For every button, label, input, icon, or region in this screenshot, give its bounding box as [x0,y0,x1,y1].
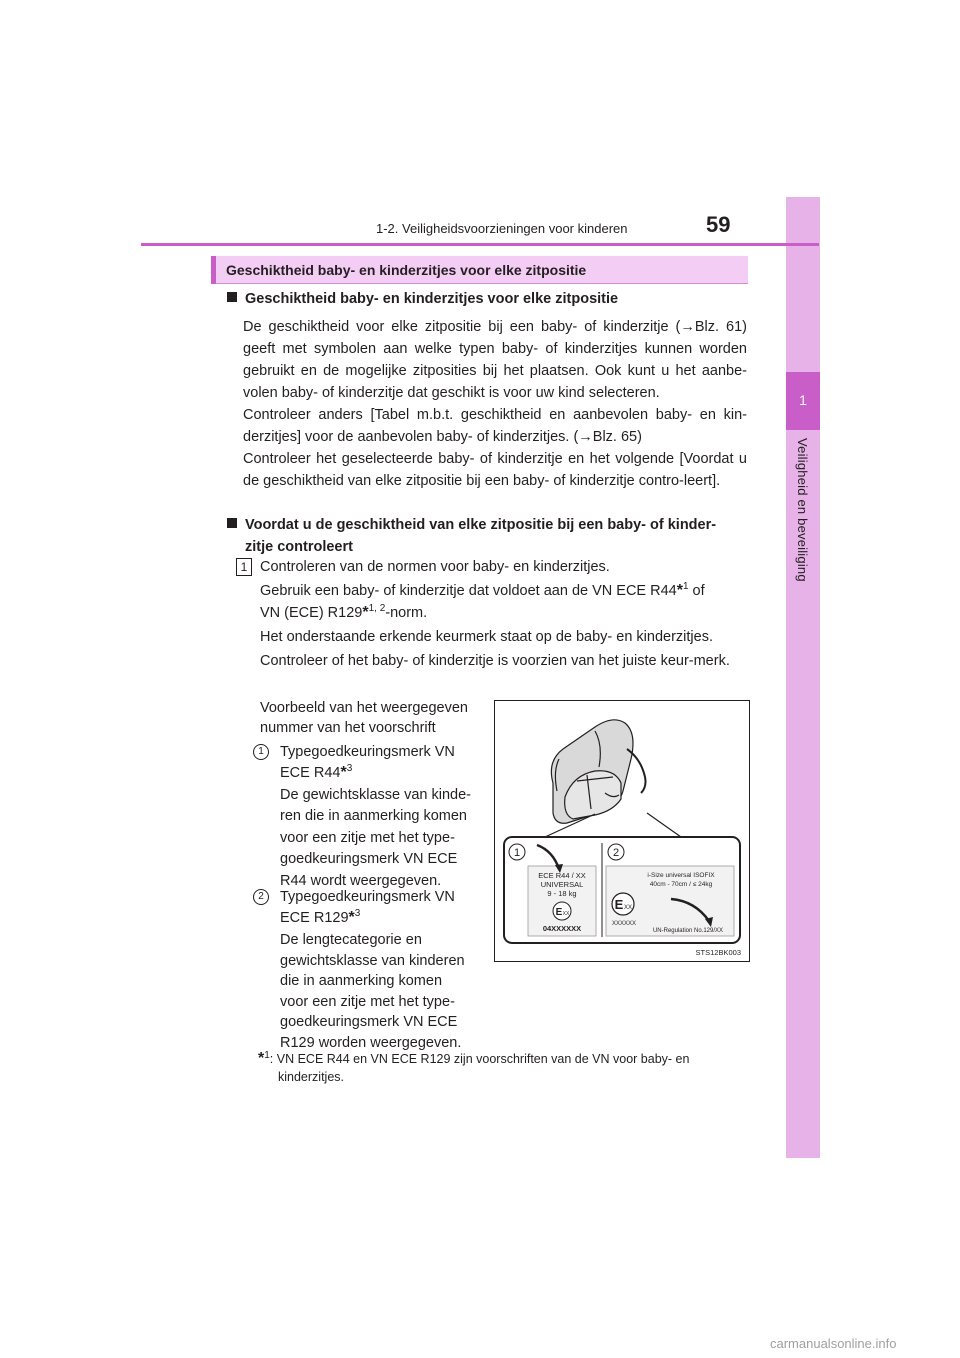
item1-description [280,785,490,892]
footnote-line-1 [258,1050,748,1068]
item1-desc-line: goedkeuringsmerk VN ECE [280,851,458,868]
item1-desc-line: ren die in aanmerking komen [280,808,467,825]
item1-footnote-ref: 3 [346,763,353,775]
step-p1-text-a: Gebruik een baby- of kinderzitje dat voldoet aan de VN ECE R44 [260,583,677,599]
section-banner-accent [211,256,216,284]
section2-heading-line1: Voordat u de geschiktheid van elke zitpositie bij een baby- of kinder- [245,517,717,533]
step-paragraph-1a [260,580,747,602]
figure-label-1: 1 [513,847,521,859]
item2-desc-line: R129 worden weergegeven. [280,1034,462,1051]
section-banner-title: Geschiktheid baby- en kinderzitjes voor elke zitpositie [226,262,587,278]
header-section-title: 1-2. Veiligheidsvoorzieningen voor kinderen [376,221,628,236]
r44-line2: UNIVERSAL [540,880,584,889]
child-seat-illustration [551,720,645,823]
r44-e-mark: E [555,907,563,918]
step-paragraph-3: Controleer of het baby- of kinderzitje is voorzien van het juiste keur-merk. [260,653,730,669]
item2-title-b [280,907,360,929]
asterisk-mark: * [258,1050,265,1067]
section1-heading [227,288,747,310]
r129-code: XXXXXX [611,921,637,927]
r44-line1: ECE R44 / XX [538,871,586,880]
r129-regulation: UN-Regulation No.129/XX [652,928,724,934]
step-p1-text-b: of [688,583,705,599]
asterisk-mark: * [348,909,355,926]
step-number-box: 1 [236,558,252,576]
r129-line1: i-Size universal ISOFIX [647,872,715,879]
header-rule [141,243,819,246]
item2-desc-line: goedkeuringsmerk VN ECE [280,1014,458,1030]
section2-heading-line2: zitje controleert [245,539,353,555]
footnote-line-2: kinderzitjes. [278,1070,344,1084]
figure-code: STS12BK003 [695,948,741,957]
item2-desc-line: gewichtsklasse van kinderen [280,952,465,969]
item2-desc-line: voor een zitje met het type- [280,993,455,1010]
step-p1-text-d: -norm. [385,605,428,621]
figure-label-2: 2 [612,847,620,859]
bullet-square-icon [227,518,237,528]
example-line-1: Voorbeeld van het weergegeven [260,700,468,716]
section1-paragraph-3: Controleer het geselecteerde baby- of kinderzitje en het volgende [Voordat u de geschiktheid van elke zitpositie bij een baby- of kinderzitje contro-leert]. [243,451,747,489]
footnote-marker: 1 [264,1049,270,1061]
item1-title-b-text: ECE R44 [280,765,341,781]
chapter-side-tab [786,197,820,1158]
example-line-2: nummer van het voorschrift [260,720,436,736]
item1-title-a: Typegoedkeuringsmerk VN [280,744,455,760]
item2-number: 2 [253,889,269,905]
footnote-ref-1: 1 [682,581,689,593]
item1-desc-line: De gewichtsklasse van kinde- [280,787,472,803]
r129-line2: 40cm - 70cm / ≤ 24kg [649,881,713,888]
r129-e-mark: E [614,897,624,912]
asterisk-mark: * [362,604,369,621]
section1-paragraph-1: De geschiktheid voor elke zitpositie bij een baby- of kinderzitje (→Blz. 61) geeft met symbolen aan welke typen baby- of kinderzitjes kunnen worden gebruikt en de mogelijke zitposities bij het plaatsen. Ook kunt u het aanbe-volen baby- of kinderzitje dat geschikt is voor uw kind selecteren. [243,319,747,401]
bullet-square-icon [227,292,237,302]
section1-paragraph-2: Controleer anders [Tabel m.b.t. geschiktheid en aanbevolen baby- en kin-derzitjes] voor de aanbevolen baby- of kinderzitjes. (→Blz. 65) [243,407,747,445]
item1-number: 1 [253,744,269,760]
footnote-ref-2: 1, 2 [368,603,386,615]
item1-desc-line: voor een zitje met het type- [280,829,455,846]
watermark: carmanualsonline.info [770,1336,897,1351]
step-paragraph-2: Het onderstaande erkende keurmerk staat op de baby- en kinderzitjes. [260,629,713,645]
footnote-text-1: : VN ECE R44 en VN ECE R129 zijn voorschriften van de VN voor baby- en [269,1052,690,1066]
page-number: 59 [706,212,731,237]
item2-title-a: Typegoedkeuringsmerk VN [280,889,455,905]
asterisk-mark: * [340,764,347,781]
approval-mark-figure [494,700,750,962]
chapter-label: Veiligheid en beveiliging [795,438,810,582]
section2-heading [227,514,749,536]
r44-line3: 9 - 18 kg [547,889,577,898]
step-title: Controleren van de normen voor baby- en kinderzitjes. [260,559,610,575]
item2-title-b-text: ECE R129 [280,910,349,926]
r44-e-mark-sub: XX [562,911,570,917]
item1-desc-line: R44 wordt weergegeven. [280,872,442,889]
item2-description [280,930,490,1053]
item2-desc-line: die in aanmerking komen [280,973,443,989]
item1-title-b [280,762,352,784]
r44-code: 04XXXXXX [542,924,582,933]
step-p1-text-c: VN (ECE) R129 [260,605,363,621]
item2-footnote-ref: 3 [354,908,361,920]
figure-illustration [495,701,749,961]
asterisk-mark: * [676,582,683,599]
r129-e-mark-sub: XX [623,905,633,911]
section1-heading-text: Geschiktheid baby- en kinderzitjes voor elke zitpositie [245,291,619,307]
chapter-number: 1 [799,392,807,408]
step-paragraph-1b [260,602,427,624]
item2-desc-line: De lengtecategorie en [280,932,422,948]
